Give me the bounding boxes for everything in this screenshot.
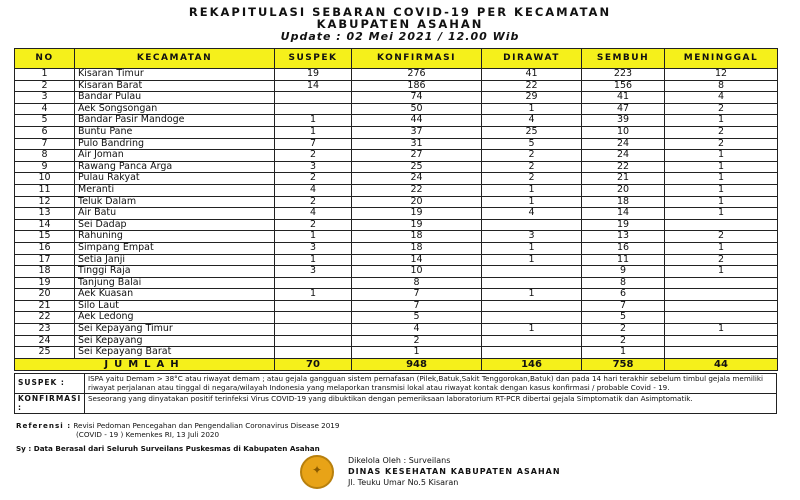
cell-konfirmasi: 22 [352, 184, 482, 196]
total-meninggal: 44 [665, 358, 778, 370]
cell-meninggal: 2 [665, 126, 778, 138]
cell-no: 8 [15, 150, 75, 162]
footer-managed-by: Dikelola Oleh : Surveilans [348, 456, 451, 465]
col-header-meninggal: MENINGGAL [665, 49, 778, 69]
cell-dirawat: 22 [482, 80, 582, 92]
definitions-table [14, 373, 777, 414]
cell-kecamatan: Teluk Dalam [75, 196, 275, 208]
table-row [15, 173, 778, 185]
table-row [15, 277, 778, 289]
cell-konfirmasi: 18 [352, 242, 482, 254]
table-row [15, 184, 778, 196]
cell-no: 7 [15, 138, 75, 150]
cell-sembuh: 13 [582, 231, 665, 243]
cell-meninggal: 1 [665, 115, 778, 127]
table-row [15, 103, 778, 115]
cell-suspek: 2 [275, 196, 352, 208]
cell-sembuh: 2 [582, 324, 665, 336]
cell-no: 15 [15, 231, 75, 243]
cell-sembuh: 24 [582, 138, 665, 150]
cell-no: 24 [15, 335, 75, 347]
cell-meninggal: 8 [665, 80, 778, 92]
cell-suspek: 3 [275, 161, 352, 173]
table-row [15, 335, 778, 347]
cell-suspek [275, 92, 352, 104]
data-source-note: Sy : Data Berasal dari Seluruh Surveilans Puskesmas di Kabupaten Asahan [16, 444, 320, 453]
cell-kecamatan: Sei Kepayang [75, 335, 275, 347]
cell-konfirmasi: 31 [352, 138, 482, 150]
cell-no: 14 [15, 219, 75, 231]
cell-dirawat: 1 [482, 242, 582, 254]
cell-meninggal: 1 [665, 161, 778, 173]
cell-sembuh: 20 [582, 184, 665, 196]
cell-suspek [275, 277, 352, 289]
cell-sembuh: 18 [582, 196, 665, 208]
cell-suspek: 1 [275, 115, 352, 127]
cell-konfirmasi: 19 [352, 219, 482, 231]
table-row [15, 138, 778, 150]
col-header-konfirmasi: KONFIRMASI [352, 49, 482, 69]
cell-dirawat [482, 300, 582, 312]
cell-dirawat [482, 335, 582, 347]
cell-suspek: 1 [275, 254, 352, 266]
cell-meninggal [665, 347, 778, 359]
table-row [15, 126, 778, 138]
cell-no: 5 [15, 115, 75, 127]
cell-suspek: 1 [275, 126, 352, 138]
cell-meninggal: 4 [665, 92, 778, 104]
table-row [15, 266, 778, 278]
cell-no: 22 [15, 312, 75, 324]
cell-kecamatan: Pulau Rakyat [75, 173, 275, 185]
definition-text: ISPA yaitu Demam > 38°C atau riwayat demam ; atau gejala gangguan sistem pernafasan (Pilek,Batuk,Sakit Tenggorokan,Batuk) dan pada 14 hari terakhir sebelum timbul gejala memiliki riwayat perjalanan atau tinggal di negara/wilayah Indonesia yang melaporkan transmisi lokal atau riwayat kontak dengan kasus konfirmasi / probable Covid - 19. [85, 374, 777, 394]
table-row [15, 231, 778, 243]
cell-sembuh: 2 [582, 335, 665, 347]
table-header-row [15, 49, 778, 69]
cell-kecamatan: Bandar Pulau [75, 92, 275, 104]
cell-dirawat: 2 [482, 173, 582, 185]
cell-meninggal: 1 [665, 242, 778, 254]
cell-suspek [275, 312, 352, 324]
cell-sembuh: 24 [582, 150, 665, 162]
cell-kecamatan: Silo Laut [75, 300, 275, 312]
footer [300, 455, 780, 489]
cell-dirawat [482, 347, 582, 359]
col-header-suspek: SUSPEK [275, 49, 352, 69]
cell-meninggal: 2 [665, 103, 778, 115]
table-row [15, 196, 778, 208]
cell-dirawat: 25 [482, 126, 582, 138]
cell-sembuh: 156 [582, 80, 665, 92]
definition-suspek [15, 374, 777, 394]
cell-sembuh: 14 [582, 208, 665, 220]
cell-sembuh: 16 [582, 242, 665, 254]
cell-konfirmasi: 186 [352, 80, 482, 92]
cell-konfirmasi: 18 [352, 231, 482, 243]
cell-meninggal: 1 [665, 324, 778, 336]
cell-konfirmasi: 4 [352, 324, 482, 336]
cell-konfirmasi: 8 [352, 277, 482, 289]
cell-suspek: 2 [275, 219, 352, 231]
cell-konfirmasi: 7 [352, 300, 482, 312]
totals-row [15, 358, 778, 370]
cell-no: 13 [15, 208, 75, 220]
table-row [15, 150, 778, 162]
cell-kecamatan: Tinggi Raja [75, 266, 275, 278]
cell-no: 12 [15, 196, 75, 208]
cell-dirawat: 5 [482, 138, 582, 150]
cell-kecamatan: Buntu Pane [75, 126, 275, 138]
cell-dirawat: 3 [482, 231, 582, 243]
cell-no: 4 [15, 103, 75, 115]
cell-meninggal [665, 300, 778, 312]
cell-kecamatan: Sei Dadap [75, 219, 275, 231]
cell-no: 1 [15, 69, 75, 81]
cell-sembuh: 11 [582, 254, 665, 266]
cell-kecamatan: Kisaran Timur [75, 69, 275, 81]
col-header-dirawat: DIRAWAT [482, 49, 582, 69]
cell-meninggal [665, 277, 778, 289]
cell-konfirmasi: 14 [352, 254, 482, 266]
reference-label: Referensi : [16, 421, 72, 430]
table-row [15, 289, 778, 301]
cell-dirawat: 29 [482, 92, 582, 104]
cell-konfirmasi: 27 [352, 150, 482, 162]
table-row [15, 324, 778, 336]
cell-no: 19 [15, 277, 75, 289]
total-konfirmasi: 948 [352, 358, 482, 370]
cell-no: 20 [15, 289, 75, 301]
table-row [15, 300, 778, 312]
cell-meninggal [665, 219, 778, 231]
cell-dirawat: 2 [482, 150, 582, 162]
cell-suspek [275, 300, 352, 312]
cell-sembuh: 41 [582, 92, 665, 104]
cell-dirawat [482, 266, 582, 278]
totals-label: JUMLAH [15, 358, 275, 370]
cell-sembuh: 7 [582, 300, 665, 312]
cell-suspek: 19 [275, 69, 352, 81]
table-row [15, 242, 778, 254]
cell-konfirmasi: 10 [352, 266, 482, 278]
table-row [15, 219, 778, 231]
cell-suspek: 1 [275, 289, 352, 301]
cell-meninggal [665, 335, 778, 347]
footer-agency: DINAS KESEHATAN KABUPATEN ASAHAN [348, 467, 561, 476]
cell-dirawat: 1 [482, 196, 582, 208]
definition-text: Seseorang yang dinyatakan positif terinfeksi Virus COVID-19 yang dibuktikan dengan pemeriksaan laboratorium RT-PCR dibertai gejala Simptomatik dan Asimptomatik. [85, 394, 777, 414]
report-title: REKAPITULASI SEBARAN COVID-19 PER KECAMATAN [188, 5, 612, 19]
cell-suspek: 14 [275, 80, 352, 92]
cell-konfirmasi: 276 [352, 69, 482, 81]
cell-suspek: 4 [275, 208, 352, 220]
cell-sembuh: 10 [582, 126, 665, 138]
table-row [15, 312, 778, 324]
cell-no: 23 [15, 324, 75, 336]
cell-dirawat: 1 [482, 254, 582, 266]
col-header-kecamatan: KECAMATAN [75, 49, 275, 69]
table-row [15, 92, 778, 104]
cell-no: 11 [15, 184, 75, 196]
cell-sembuh: 1 [582, 347, 665, 359]
cell-meninggal: 12 [665, 69, 778, 81]
cell-kecamatan: Rahuning [75, 231, 275, 243]
cell-suspek: 3 [275, 242, 352, 254]
col-header-no: NO [15, 49, 75, 69]
cell-konfirmasi: 7 [352, 289, 482, 301]
total-sembuh: 758 [582, 358, 665, 370]
cell-kecamatan: Sei Kepayang Timur [75, 324, 275, 336]
cell-kecamatan: Aek Ledong [75, 312, 275, 324]
table-row [15, 161, 778, 173]
cell-suspek: 2 [275, 150, 352, 162]
cell-sembuh: 223 [582, 69, 665, 81]
covid-table [14, 48, 778, 371]
update-timestamp: Update : 02 Mei 2021 / 12.00 Wib [280, 30, 520, 43]
cell-suspek: 3 [275, 266, 352, 278]
cell-dirawat: 4 [482, 208, 582, 220]
cell-meninggal: 1 [665, 196, 778, 208]
cell-suspek: 7 [275, 138, 352, 150]
cell-dirawat: 1 [482, 289, 582, 301]
cell-suspek [275, 347, 352, 359]
definition-label: KONFIRMASI : [15, 394, 85, 414]
cell-sembuh: 39 [582, 115, 665, 127]
cell-suspek: 1 [275, 231, 352, 243]
cell-dirawat: 1 [482, 324, 582, 336]
cell-konfirmasi: 20 [352, 196, 482, 208]
cell-sembuh: 21 [582, 173, 665, 185]
col-header-sembuh: SEMBUH [582, 49, 665, 69]
table-body [15, 69, 778, 359]
table-row [15, 80, 778, 92]
table-row [15, 208, 778, 220]
cell-no: 10 [15, 173, 75, 185]
cell-suspek: 4 [275, 184, 352, 196]
footer-address: Jl. Teuku Umar No.5 Kisaran [348, 478, 459, 487]
reference-line: Revisi Pedoman Pencegahan dan Pengendalian Coronavirus Disease 2019 [73, 421, 340, 430]
cell-no: 9 [15, 161, 75, 173]
cell-kecamatan: Air Batu [75, 208, 275, 220]
reference-block [16, 422, 776, 439]
cell-sembuh: 19 [582, 219, 665, 231]
cell-sembuh: 6 [582, 289, 665, 301]
reference-line: (COVID - 19 ) Kemenkes RI, 13 Juli 2020 [76, 429, 220, 439]
table-row [15, 69, 778, 81]
cell-dirawat [482, 219, 582, 231]
cell-sembuh: 5 [582, 312, 665, 324]
total-dirawat: 146 [482, 358, 582, 370]
cell-meninggal: 2 [665, 231, 778, 243]
cell-kecamatan: Kisaran Barat [75, 80, 275, 92]
cell-suspek [275, 103, 352, 115]
cell-konfirmasi: 25 [352, 161, 482, 173]
cell-sembuh: 22 [582, 161, 665, 173]
cell-kecamatan: Pulo Bandring [75, 138, 275, 150]
cell-meninggal [665, 289, 778, 301]
cell-no: 16 [15, 242, 75, 254]
cell-sembuh: 8 [582, 277, 665, 289]
cell-meninggal: 1 [665, 150, 778, 162]
cell-konfirmasi: 24 [352, 173, 482, 185]
cell-dirawat: 41 [482, 69, 582, 81]
cell-dirawat [482, 277, 582, 289]
cell-kecamatan: Aek Songsongan [75, 103, 275, 115]
report-subtitle: KABUPATEN ASAHAN [316, 17, 484, 31]
cell-dirawat: 1 [482, 184, 582, 196]
definition-label: SUSPEK : [15, 374, 85, 394]
table-row [15, 254, 778, 266]
cell-kecamatan: Sei Kepayang Barat [75, 347, 275, 359]
asahan-seal-icon: ✦ [300, 455, 334, 489]
cell-konfirmasi: 19 [352, 208, 482, 220]
cell-konfirmasi: 37 [352, 126, 482, 138]
cell-konfirmasi: 1 [352, 347, 482, 359]
cell-sembuh: 47 [582, 103, 665, 115]
cell-no: 2 [15, 80, 75, 92]
cell-konfirmasi: 2 [352, 335, 482, 347]
definition-konfirmasi [15, 394, 777, 414]
cell-meninggal: 2 [665, 138, 778, 150]
cell-kecamatan: Tanjung Balai [75, 277, 275, 289]
table-row [15, 347, 778, 359]
cell-suspek [275, 324, 352, 336]
cell-kecamatan: Bandar Pasir Mandoge [75, 115, 275, 127]
cell-no: 25 [15, 347, 75, 359]
cell-kecamatan: Rawang Panca Arga [75, 161, 275, 173]
cell-meninggal: 1 [665, 208, 778, 220]
cell-dirawat: 4 [482, 115, 582, 127]
cell-suspek: 2 [275, 173, 352, 185]
cell-kecamatan: Aek Kuasan [75, 289, 275, 301]
cell-dirawat: 1 [482, 103, 582, 115]
cell-no: 17 [15, 254, 75, 266]
cell-konfirmasi: 5 [352, 312, 482, 324]
cell-suspek [275, 335, 352, 347]
cell-meninggal: 1 [665, 266, 778, 278]
cell-meninggal [665, 312, 778, 324]
cell-dirawat: 2 [482, 161, 582, 173]
table-row [15, 115, 778, 127]
cell-meninggal: 1 [665, 173, 778, 185]
cell-konfirmasi: 50 [352, 103, 482, 115]
cell-kecamatan: Meranti [75, 184, 275, 196]
cell-no: 3 [15, 92, 75, 104]
cell-no: 21 [15, 300, 75, 312]
cell-no: 6 [15, 126, 75, 138]
total-suspek: 70 [275, 358, 352, 370]
cell-konfirmasi: 44 [352, 115, 482, 127]
cell-dirawat [482, 312, 582, 324]
cell-no: 18 [15, 266, 75, 278]
cell-konfirmasi: 74 [352, 92, 482, 104]
cell-kecamatan: Setia Janji [75, 254, 275, 266]
cell-kecamatan: Air Joman [75, 150, 275, 162]
cell-sembuh: 9 [582, 266, 665, 278]
cell-meninggal: 2 [665, 254, 778, 266]
cell-meninggal: 1 [665, 184, 778, 196]
cell-kecamatan: Simpang Empat [75, 242, 275, 254]
